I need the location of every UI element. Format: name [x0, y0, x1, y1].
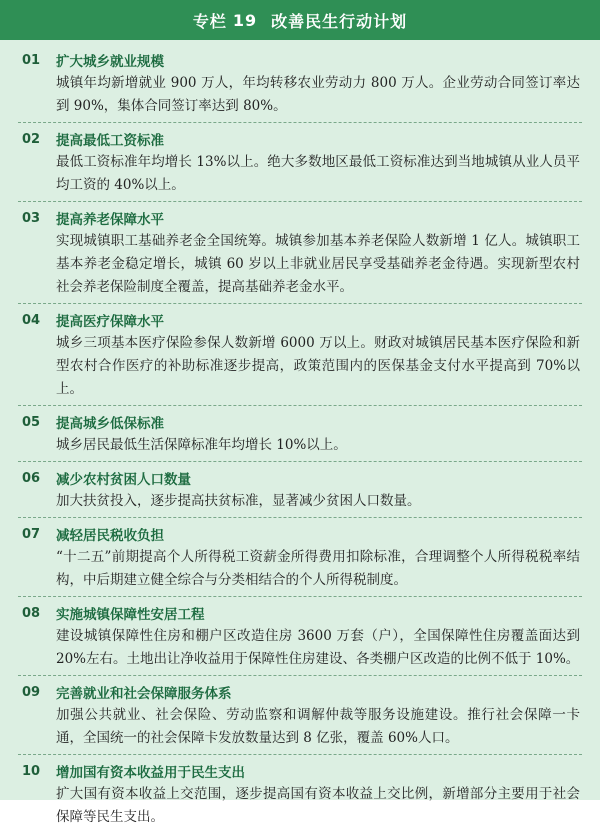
item-body: 城乡三项基本医疗保险参保人数新增 6000 万以上。财政对城镇居民基本医疗保险和新型农村合作医疗的补助标准逐步提高，政策范围内的医保基金支付水平提高到 70%以上。 — [56, 335, 580, 397]
item-number: 01 — [22, 52, 41, 68]
list-item — [0, 206, 600, 299]
list-item — [0, 48, 600, 118]
list-item — [0, 522, 600, 592]
item-body: 实现城镇职工基础养老金全国统筹。城镇参加基本养老保险人数新增 1 亿人。城镇职工基本养老金稳定增长，城镇 60 岁以上非就业居民享受基础养老金待遇。实现新型农村社会养老保险制度全覆盖，提高基础养老金水平。 — [56, 233, 580, 295]
list-item — [0, 410, 600, 457]
item-title: 扩大城乡就业规模 — [56, 54, 164, 70]
divider — [18, 201, 582, 202]
item-title: 提高最低工资标准 — [56, 133, 164, 149]
divider — [18, 754, 582, 755]
item-title: 实施城镇保障性安居工程 — [56, 607, 205, 623]
item-number: 05 — [22, 414, 41, 430]
item-title: 增加国有资本收益用于民生支出 — [56, 765, 245, 781]
item-body: 加大扶贫投入，逐步提高扶贫标准，显著减少贫困人口数量。 — [56, 493, 421, 509]
item-number: 02 — [22, 131, 41, 147]
list-item — [0, 759, 600, 829]
item-number: 04 — [22, 312, 41, 328]
item-body: 最低工资标准年均增长 13%以上。绝大多数地区最低工资标准达到当地城镇从业人员平均工资的 40%以上。 — [56, 154, 580, 193]
divider — [18, 405, 582, 406]
divider — [18, 675, 582, 676]
item-title: 减少农村贫困人口数量 — [56, 472, 191, 488]
column-prefix: 专栏 — [192, 11, 227, 31]
item-number: 08 — [22, 605, 41, 621]
item-title: 减轻居民税收负担 — [56, 528, 164, 544]
item-body: 城乡居民最低生活保障标准年均增长 10%以上。 — [56, 437, 347, 453]
divider — [18, 596, 582, 597]
item-title: 提高养老保障水平 — [56, 212, 164, 228]
divider — [18, 303, 582, 304]
item-number: 06 — [22, 470, 41, 486]
list-item — [0, 601, 600, 671]
item-body: “十二五”前期提高个人所得税工资薪金所得费用扣除标准，合理调整个人所得税税率结构，中后期建立健全综合与分类相结合的个人所得税制度。 — [56, 549, 580, 588]
item-body: 加强公共就业、社会保险、劳动监察和调解仲裁等服务设施建设。推行社会保障一卡通，全国统一的社会保障卡发放数量达到 8 亿张，覆盖 60%人口。 — [56, 707, 580, 746]
list-item — [0, 308, 600, 401]
divider — [18, 122, 582, 123]
column-header — [0, 0, 600, 40]
list-item — [0, 127, 600, 197]
item-list — [0, 48, 600, 829]
item-body: 城镇年均新增就业 900 万人，年均转移农业劳动力 800 万人。企业劳动合同签订率达到 90%，集体合同签订率达到 80%。 — [56, 75, 580, 114]
item-number: 03 — [22, 210, 41, 226]
divider — [18, 461, 582, 462]
list-item — [0, 680, 600, 750]
item-body: 扩大国有资本收益上交范围，逐步提高国有资本收益上交比例，新增部分主要用于社会保障等民生支出。 — [56, 786, 580, 825]
column-number: 19 — [232, 10, 258, 30]
item-title: 提高医疗保障水平 — [56, 314, 164, 330]
item-body: 建设城镇保障性住房和棚户区改造住房 3600 万套（户），全国保障性住房覆盖面达到 20%左右。土地出让净收益用于保障性住房建设、各类棚户区改造的比例不低于 10%。 — [56, 628, 580, 667]
item-title: 完善就业和社会保障服务体系 — [56, 686, 232, 702]
item-number: 09 — [22, 684, 41, 700]
item-title: 提高城乡低保标准 — [56, 416, 164, 432]
divider — [18, 517, 582, 518]
column-title: 改善民生行动计划 — [271, 11, 408, 31]
item-number: 10 — [22, 763, 41, 779]
list-item — [0, 466, 600, 513]
item-number: 07 — [22, 526, 41, 542]
